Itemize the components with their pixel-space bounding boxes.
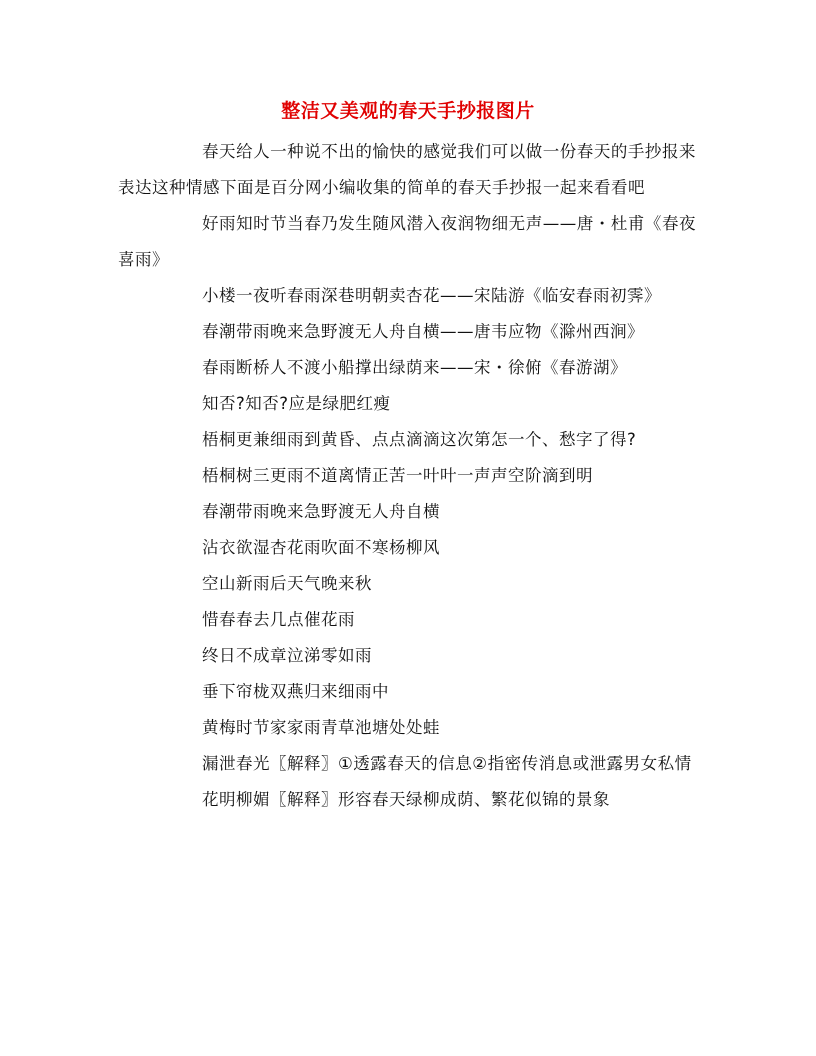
paragraph-poem: 沾衣欲湿杏花雨吹面不寒杨柳风 [202,538,440,557]
paragraph-idiom: 漏泄春光〖解释〗①透露春天的信息②指密传消息或泄露男女私情 [202,754,692,773]
paragraph-poem: 梧桐树三更雨不道离情正苦一叶叶一声声空阶滴到明 [202,466,593,485]
paragraph-poem: 终日不成章泣涕零如雨 [202,646,372,665]
paragraph-poem: 春雨断桥人不渡小船撑出绿荫来——宋・徐俯《春游湖》 [202,358,627,377]
paragraph-poem: 好雨知时节当春乃发生随风潜入夜润物细无声——唐・杜甫《春夜喜雨》 [118,214,696,269]
paragraph-poem: 黄梅时节家家雨青草池塘处处蛙 [202,718,440,737]
paragraph-poem: 垂下帘栊双燕归来细雨中 [202,682,389,701]
paragraph-poem: 知否?知否?应是绿肥红瘦 [202,394,391,413]
paragraph-poem: 梧桐更兼细雨到黄昏、点点滴滴这次第怎一个、愁字了得? [202,430,637,449]
paragraph-idiom: 花明柳媚〖解释〗形容春天绿柳成荫、繁花似锦的景象 [202,790,610,809]
paragraph-poem: 春潮带雨晚来急野渡无人舟自横 [202,502,440,521]
paragraph-poem: 惜春春去几点催花雨 [202,610,355,629]
page-title: 整洁又美观的春天手抄报图片 [281,100,535,122]
document-body [118,134,696,818]
paragraph-poem: 空山新雨后天气晚来秋 [202,574,372,593]
paragraph-poem: 春潮带雨晚来急野渡无人舟自横——唐韦应物《滁州西涧》 [202,322,644,341]
paragraph-poem: 小楼一夜听春雨深巷明朝卖杏花——宋陆游《临安春雨初霁》 [202,286,661,305]
paragraph-intro: 春天给人一种说不出的愉快的感觉我们可以做一份春天的手抄报来表达这种情感下面是百分网小编收集的简单的春天手抄报一起来看看吧 [118,142,696,197]
